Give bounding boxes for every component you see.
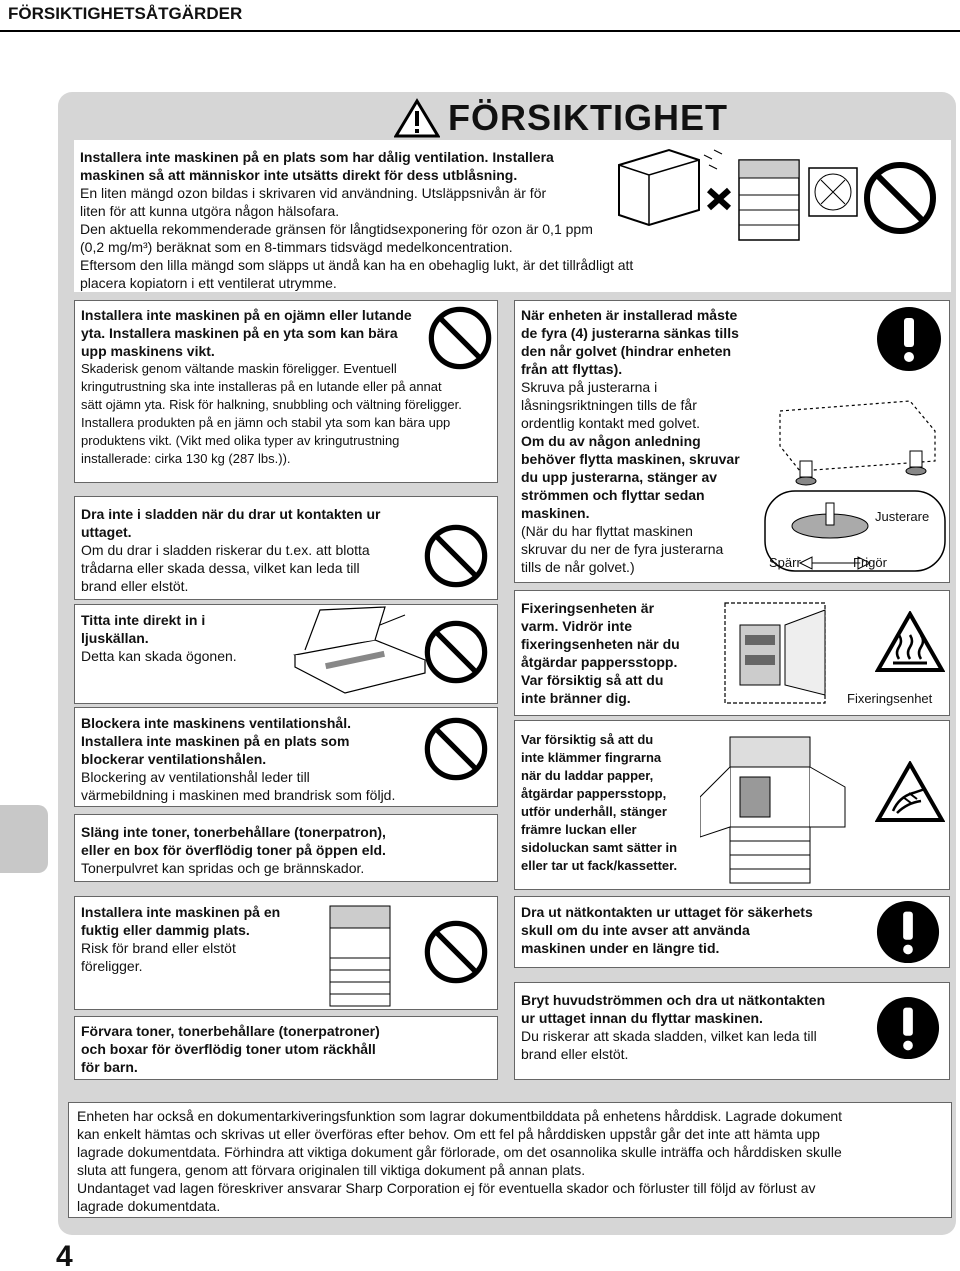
- adjuster-label: Justerare: [875, 509, 930, 524]
- adjusters-text-4: (När du har flyttat maskinen: [521, 523, 693, 539]
- vents-bold-1: Blockera inte maskinens ventilationshål.: [81, 715, 351, 731]
- children-bold-1: Förvara toner, tonerbehållare (tonerpatroner): [81, 1023, 380, 1039]
- children-bold-2: och boxar för överflödig toner utom räckhåll: [81, 1041, 376, 1057]
- adjusters-bold-7: du upp justerarna, stänger av: [521, 469, 718, 485]
- children-box: [74, 1016, 498, 1080]
- copier-illustration: [315, 901, 405, 1009]
- fingers-bold-3: när du laddar papper,: [521, 768, 654, 783]
- fuser-bold-3: fixeringsenheten när du: [521, 636, 680, 652]
- release-label: Frigör: [853, 555, 887, 570]
- uneven-text-2: kringutrustning ska inte installeras på en lutande eller på annat: [81, 379, 442, 394]
- light-source-box: [74, 604, 498, 704]
- hand-pinch-icon: [875, 761, 945, 823]
- uneven-text-5: produktens vikt. (Vikt med olika typer av kringutrustning: [81, 433, 400, 448]
- fuser-bold-6: inte bränner dig.: [521, 690, 631, 706]
- adjusters-bold-2: de fyra (4) justerarna sänkas tills: [521, 325, 739, 341]
- hot-surface-icon: [875, 611, 945, 673]
- fuser-label: Fixeringsenhet: [847, 691, 933, 706]
- archive-line-2: kan enkelt hämtas och skrivas ut eller överföras efter behov. Om ett fel på hårddisken uppstår går det inte att hämta upp: [77, 1126, 820, 1142]
- fuser-bold-1: Fixeringsenheten är: [521, 600, 655, 616]
- dusty-bold-2: fuktig eller dammig plats.: [81, 922, 250, 938]
- ventilation-line-8: placera kopiatorn i ett ventilerat utrymme.: [80, 275, 337, 291]
- adjusters-bold-3: den når golvet (hindrar enheten: [521, 343, 732, 359]
- toner-fire-text-1: Tonerpulvret kan spridas och ge brännskador.: [81, 860, 365, 876]
- side-tab: [0, 805, 48, 873]
- mandatory-icon: [875, 995, 941, 1061]
- adjusters-bold-6: behöver flytta maskinen, skruvar: [521, 451, 740, 467]
- adjusters-text-2: låsningsriktningen tills de får: [521, 397, 697, 413]
- toner-fire-bold-1: Släng inte toner, tonerbehållare (tonerpatron),: [81, 824, 386, 840]
- ventilation-box: [74, 140, 951, 292]
- ventilation-line-2: maskinen så att människor inte utsätts direkt för dess utblåsning.: [80, 167, 518, 183]
- prohibited-icon: [862, 160, 938, 236]
- vents-bold-3: blockerar ventilationshålen.: [81, 751, 267, 767]
- dusty-bold-1: Installera inte maskinen på en: [81, 904, 281, 920]
- archive-line-3: lagrade dokumentdata. Förhindra att viktiga dokument går förlorade, om det osannolika skulle inträffa och hårddisken skulle: [77, 1144, 842, 1160]
- unplug-bold-3: maskinen under en längre tid.: [521, 940, 720, 956]
- vents-text-1: Blockering av ventilationshål leder till: [81, 769, 310, 785]
- fingers-bold-6: främre luckan eller: [521, 822, 637, 837]
- cord-text-1: Om du drar i sladden riskerar du t.ex. att blotta: [81, 542, 370, 558]
- archive-line-4: sluta att fungera, genom att förvara originalen till viktiga dokument på annan plats.: [77, 1162, 586, 1178]
- prohibited-icon: [423, 619, 489, 685]
- unplug-unused-box: [514, 896, 950, 968]
- archive-line-6: lagrade dokumentdata.: [77, 1198, 221, 1214]
- moving-bold-2: ur uttaget innan du flyttar maskinen.: [521, 1010, 763, 1026]
- ventilation-line-7: Eftersom den lilla mängd som släpps ut ändå kan ha en obehaglig lukt, är det tillrådligt att: [80, 257, 634, 273]
- adjusters-bold-9: maskinen.: [521, 505, 590, 521]
- cord-text-2: trådarna eller skada dessa, vilket kan leda till: [81, 560, 360, 576]
- moving-text-1: Du riskerar att skada sladden, vilket kan leda till: [521, 1028, 817, 1044]
- warning-heading: [394, 98, 728, 138]
- header-rule: [0, 30, 960, 32]
- fingers-bold-7: sidoluckan samt sätter in: [521, 840, 678, 855]
- scanner-illustration: [285, 605, 435, 703]
- ventilation-line-6: (0,2 mg/m³) beräknat som en 8-timmars tidsvägd medelkoncentration.: [80, 239, 513, 255]
- prohibited-icon: [427, 305, 493, 371]
- fuser-illustration: [715, 595, 855, 710]
- fuser-bold-4: åtgärdar pappersstopp.: [521, 654, 678, 670]
- mandatory-icon: [875, 305, 943, 373]
- cord-box: [74, 496, 498, 600]
- moving-text-2: brand eller elstöt.: [521, 1046, 629, 1062]
- fingers-bold-8: eller tar ut fack/kassetter.: [521, 858, 678, 873]
- adjusters-bold-4: från att flyttas).: [521, 361, 623, 377]
- uneven-bold-2: yta. Installera maskinen på en yta som kan bära: [81, 325, 398, 341]
- toner-fire-bold-2: eller en box för överflödig toner på öppen eld.: [81, 842, 386, 858]
- uneven-bold-1: Installera inte maskinen på en ojämn eller lutande: [81, 307, 412, 323]
- uneven-text-6: installerade: cirka 130 kg (287 lbs.)).: [81, 451, 291, 466]
- cord-bold-2: uttaget.: [81, 524, 132, 540]
- unplug-bold-2: skull om du inte avser att använda: [521, 922, 750, 938]
- mandatory-icon: [875, 899, 941, 965]
- adjusters-text-3: ordentlig kontakt med golvet.: [521, 415, 700, 431]
- adjusters-bold-8: strömmen och flyttar sedan: [521, 487, 705, 503]
- uneven-text-1: Skaderisk genom vältande maskin föreligger. Eventuell: [81, 361, 397, 376]
- dusty-text-1: Risk för brand eller elstöt: [81, 940, 236, 956]
- uneven-text-4: Installera produkten på en jämn och stabil yta som kan bära upp: [81, 415, 451, 430]
- archive-line-1: Enheten har också en dokumentarkiveringsfunktion som lagrar dokumentbilddata på enhetens hårddisk. Lagrade dokument: [77, 1108, 843, 1124]
- vents-bold-2: Installera inte maskinen på en plats som: [81, 733, 350, 749]
- adjusters-text-1: Skruva på justerarna i: [521, 379, 658, 395]
- fuser-box: [514, 590, 950, 716]
- lock-label: Spärr: [769, 555, 801, 570]
- cord-bold-1: Dra inte i sladden när du drar ut kontakten ur: [81, 506, 381, 522]
- prohibited-icon: [423, 523, 489, 589]
- fingers-bold-5: utför underhåll, stänger: [521, 804, 667, 819]
- toner-fire-box: [74, 814, 498, 882]
- warning-triangle-icon: [394, 98, 440, 138]
- fuser-bold-5: Var försiktig så att du: [521, 672, 664, 688]
- prohibited-icon: [423, 716, 489, 782]
- archive-box: [68, 1102, 952, 1218]
- prohibited-icon: [423, 919, 489, 985]
- unplug-bold-1: Dra ut nätkontakten ur uttaget för säkerhets: [521, 904, 813, 920]
- light-text-1: Detta kan skada ögonen.: [81, 648, 237, 664]
- fingers-bold-4: åtgärdar pappersstopp,: [521, 786, 667, 801]
- ventilation-line-5: Den aktuella rekommenderade gränsen för långtidsexponering för ozon är 0,1 ppm: [80, 221, 593, 237]
- adjuster-illustration: [760, 391, 950, 576]
- moving-box: [514, 982, 950, 1080]
- ventilation-line-4: liten för att kunna utgöra någon hälsofara.: [80, 203, 340, 219]
- section-title: FÖRSIKTIGHETSÅTGÄRDER: [8, 4, 243, 23]
- moving-bold-1: Bryt huvudströmmen och dra ut nätkontakten: [521, 992, 826, 1008]
- page-number: 4: [56, 1240, 73, 1271]
- light-bold-2: ljuskällan.: [81, 630, 149, 646]
- ventilation-line-3: En liten mängd ozon bildas i skrivaren vid användning. Utsläppsnivån är för: [80, 185, 547, 201]
- adjusters-text-5: skruvar du ner de fyra justerarna: [521, 541, 724, 557]
- dusty-place-box: [74, 896, 498, 1010]
- uneven-bold-3: upp maskinens vikt.: [81, 343, 215, 359]
- vent-holes-box: [74, 707, 498, 807]
- cord-text-3: brand eller elstöt.: [81, 578, 189, 594]
- adjusters-box: [514, 300, 950, 583]
- copier-open-illustration: [700, 727, 850, 887]
- fingers-bold-2: inte klämmer fingrarna: [521, 750, 662, 765]
- fingers-bold-1: Var försiktig så att du: [521, 732, 654, 747]
- uneven-text-3: sätt ojämn yta. Risk för halkning, snubbling och vältning föreligger.: [81, 397, 462, 412]
- uneven-surface-box: [74, 300, 498, 483]
- adjusters-bold-5: Om du av någon anledning: [521, 433, 701, 449]
- children-bold-3: för barn.: [81, 1059, 138, 1075]
- fingers-box: [514, 720, 950, 890]
- warning-title: FÖRSIKTIGHET: [448, 97, 728, 138]
- archive-line-5: Undantaget vad lagen föreskriver ansvarar Sharp Corporation ej för eventuella skador och förluster till följd av förlust av: [77, 1180, 816, 1196]
- light-bold-1: Titta inte direkt in i: [81, 612, 206, 628]
- ventilation-line-1: Installera inte maskinen på en plats som har dålig ventilation. Installera: [80, 149, 554, 165]
- adjusters-text-6: tills de når golvet.): [521, 559, 635, 575]
- adjusters-bold-1: När enheten är installerad måste: [521, 307, 738, 323]
- fuser-bold-2: varm. Vidrör inte: [521, 618, 633, 634]
- dusty-text-2: föreligger.: [81, 958, 143, 974]
- vents-text-2: värmebildning i maskinen med brandrisk som följd.: [81, 787, 396, 803]
